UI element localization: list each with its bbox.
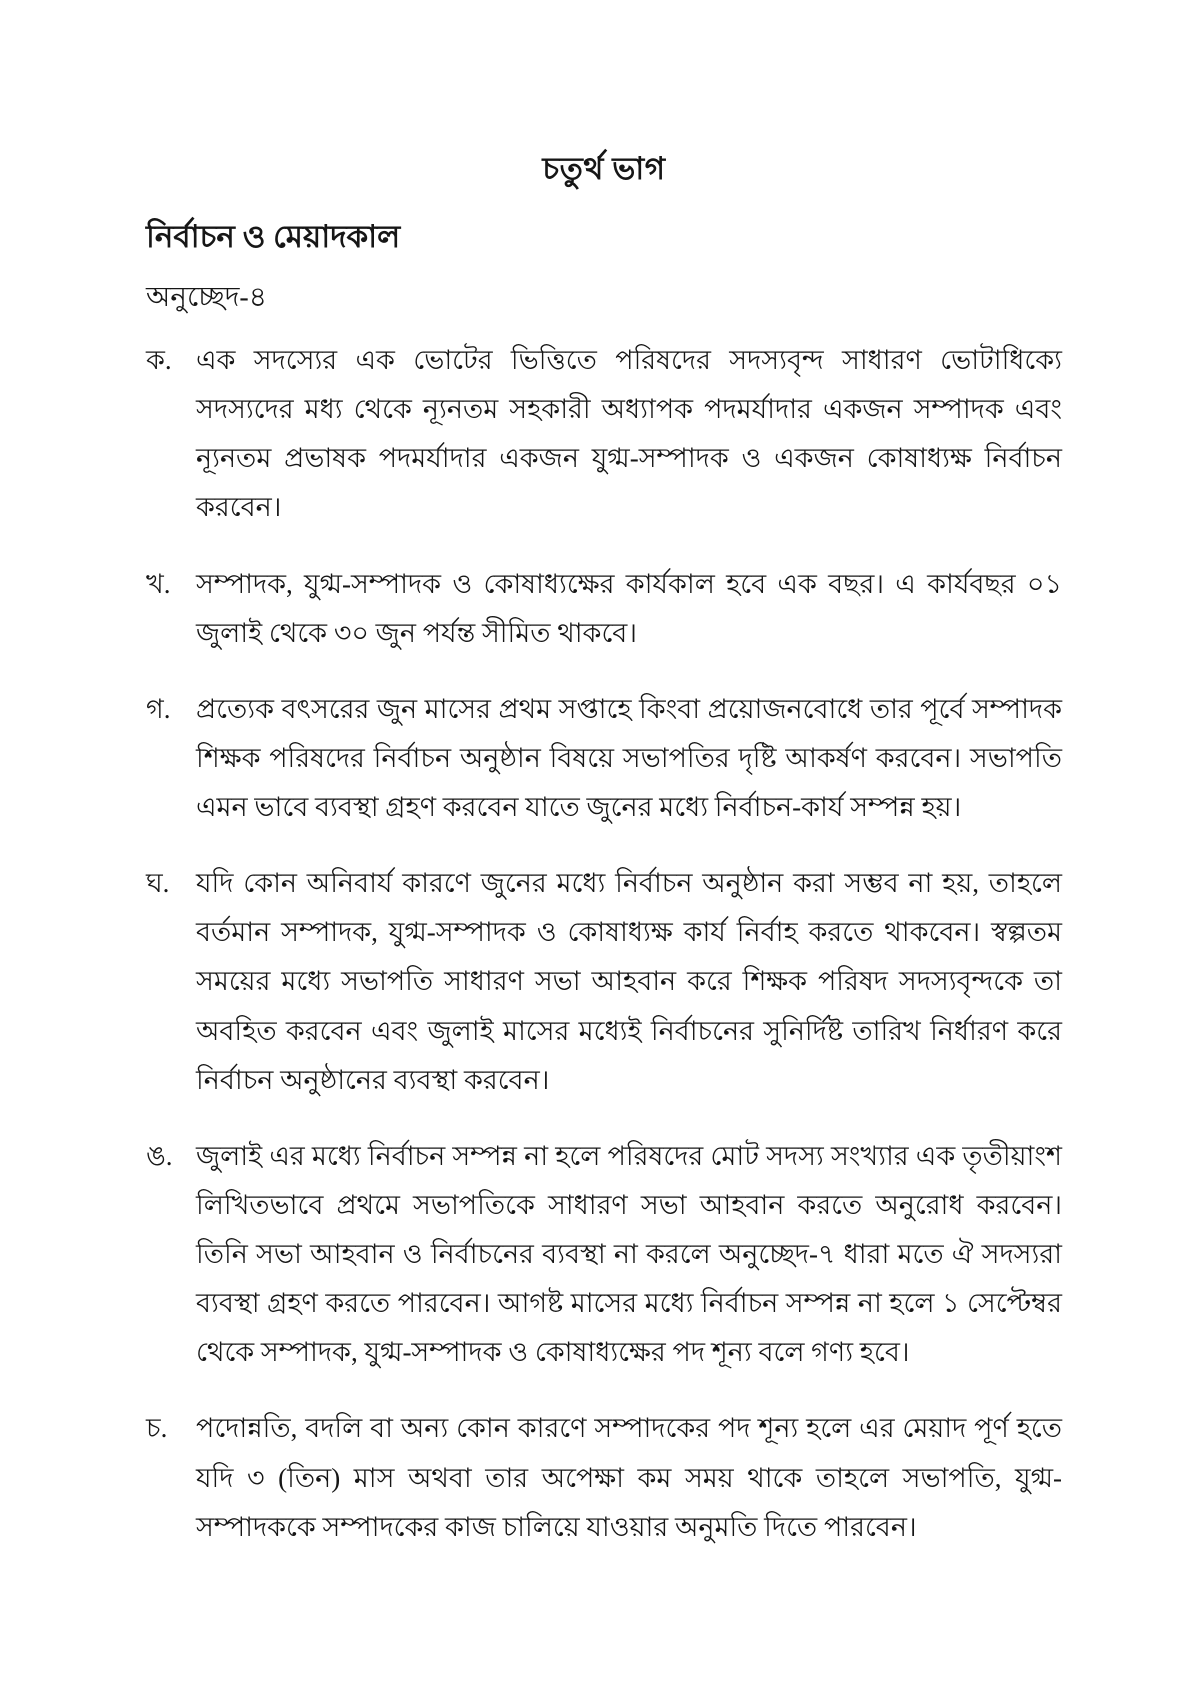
clause-label: ঙ. bbox=[146, 1140, 173, 1171]
document-content bbox=[146, 145, 1062, 1579]
clause-text: যদি কোন অনিবার্য কারণে জুনের মধ্যে নির্বাচন অনুষ্ঠান করা সম্ভব না হয়, তাহলে বর্তমান সম্পাদক, যুগ্ম-সম্পাদক ও কোষাধ্যক্ষ কার্য নির্বাহ করতে থাকবেন। স্বল্পতম সময়ের মধ্যে সভাপতি সাধারণ সভা আহবান করে শিক্ষক পরিষদ সদস্যবৃন্দকে তা অবহিত করবেন এবং জুলাই মাসের মধ্যেই নির্বাচনের সুনির্দিষ্ট তারিখ নির্ধারণ করে নির্বাচন অনুষ্ঠানের ব্যবস্থা করবেন। bbox=[196, 868, 1062, 1095]
clause-ka bbox=[146, 336, 1062, 533]
clause-text: এক সদস্যের এক ভোটের ভিত্তিতে পরিষদের সদস্যবৃন্দ সাধারণ ভোটাধিক্যে সদস্যদের মধ্য থেকে ন্যূনতম সহকারী অধ্যাপক পদমর্যাদার একজন সম্পাদক এবং ন্যূনতম প্রভাষক পদমর্যাদার একজন যুগ্ম-সম্পাদক ও একজন কোষাধ্যক্ষ নির্বাচন করবেন। bbox=[196, 345, 1062, 523]
article-heading: অনুচ্ছেদ-৪ bbox=[146, 282, 267, 313]
clause-list bbox=[146, 336, 1062, 1552]
clause-text: পদোন্নতি, বদলি বা অন্য কোন কারণে সম্পাদকের পদ শূন্য হলে এর মেয়াদ পূর্ণ হতে যদি ৩ (তিন) মাস অথবা তার অপেক্ষা কম সময় থাকে তাহলে সভাপতি, যুগ্ম-সম্পাদককে সম্পাদকের কাজ চালিয়ে যাওয়ার অনুমতি দিতে পারবেন। bbox=[196, 1413, 1062, 1542]
clause-uma bbox=[146, 1132, 1062, 1378]
clause-label: ঘ. bbox=[146, 868, 170, 899]
clause-text: জুলাই এর মধ্যে নির্বাচন সম্পন্ন না হলে পরিষদের মোট সদস্য সংখ্যার এক তৃতীয়াংশ লিখিতভাবে প্রথমে সভাপতিকে সাধারণ সভা আহবান করতে অনুরোধ করবেন। তিনি সভা আহবান ও নির্বাচনের ব্যবস্থা না করলে অনুচ্ছেদ-৭ ধারা মতে ঐ সদস্যরা ব্যবস্থা গ্রহণ করতে পারবেন। আগষ্ট মাসের মধ্যে নির্বাচন সম্পন্ন না হলে ১ সেপ্টেম্বর থেকে সম্পাদক, যুগ্ম-সম্পাদক ও কোষাধ্যক্ষের পদ শূন্য বলে গণ্য হবে। bbox=[196, 1140, 1062, 1368]
clause-label: গ. bbox=[146, 693, 171, 724]
part-title: চতুর্থ ভাগ bbox=[542, 151, 666, 186]
clause-text: প্রত্যেক বৎসরের জুন মাসের প্রথম সপ্তাহে কিংবা প্রয়োজনবোধে তার পূর্বে সম্পাদক শিক্ষক পরিষদের নির্বাচন অনুষ্ঠান বিষয়ে সভাপতির দৃষ্টি আকর্ষণ করবেন। সভাপতি এমন ভাবে ব্যবস্থা গ্রহণ করবেন যাতে জুনের মধ্যে নির্বাচন-কার্য সম্পন্ন হয়। bbox=[196, 693, 1062, 822]
clause-label: ক. bbox=[146, 345, 172, 375]
clause-kha bbox=[146, 560, 1062, 658]
section-heading: নির্বাচন ও মেয়াদকাল bbox=[146, 219, 401, 254]
clause-text: সম্পাদক, যুগ্ম-সম্পাদক ও কোষাধ্যক্ষের কার্যকাল হবে এক বছর। এ কার্যবছর ০১ জুলাই থেকে ৩০ জুন পর্যন্ত সীমিত থাকবে। bbox=[196, 568, 1062, 648]
clause-gha bbox=[146, 859, 1062, 1105]
clause-cha bbox=[146, 1404, 1062, 1551]
clause-label: খ. bbox=[146, 568, 171, 599]
clause-ga bbox=[146, 685, 1062, 832]
clause-label: চ. bbox=[146, 1413, 168, 1444]
